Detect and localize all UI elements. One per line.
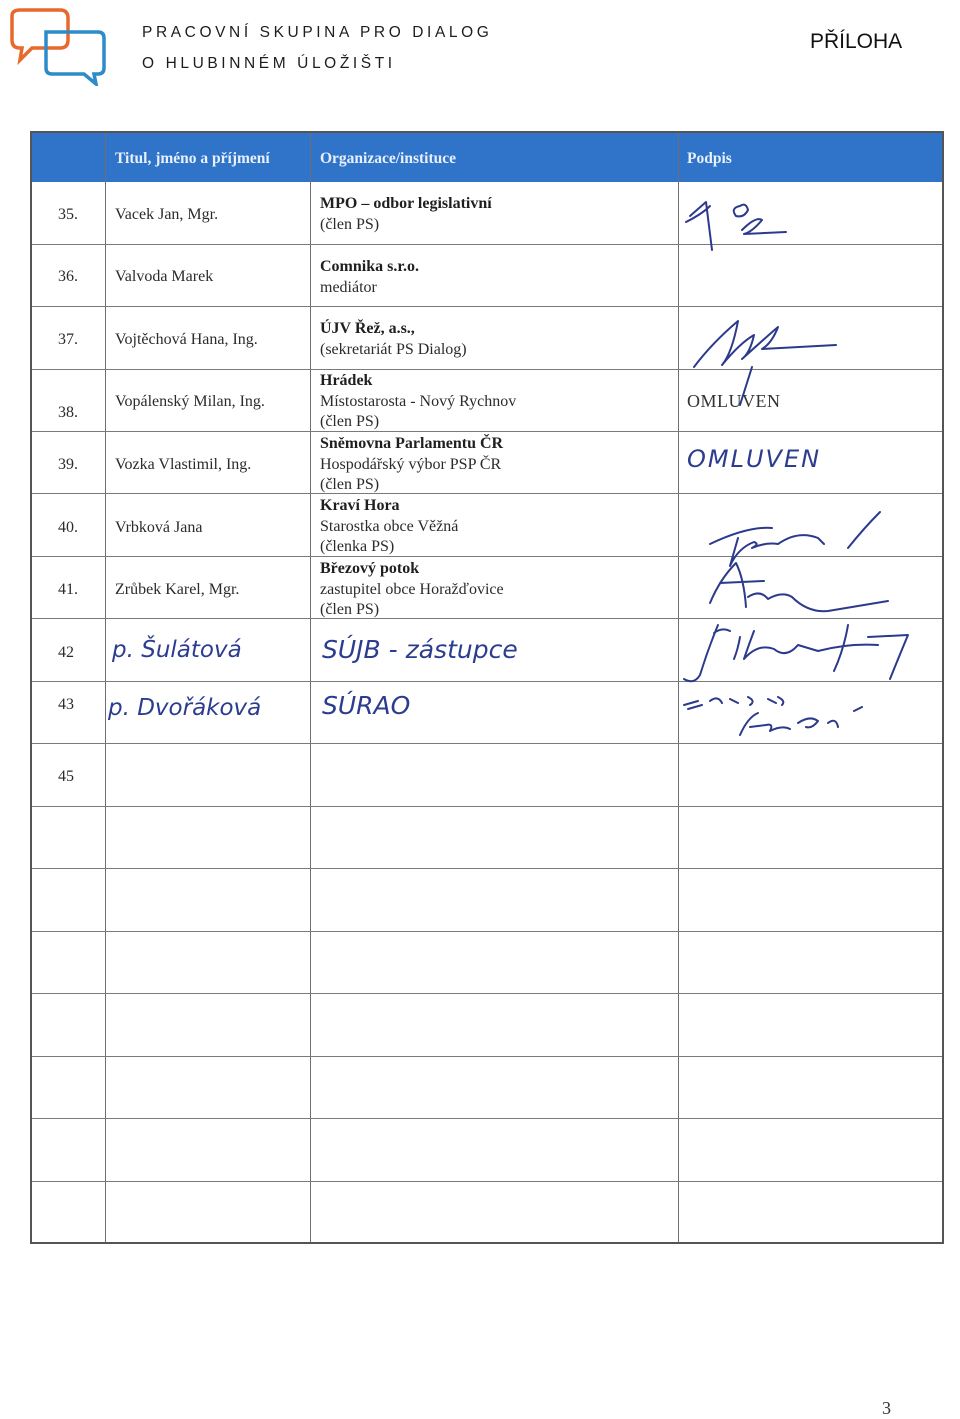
row-divider [32,306,942,307]
signature [682,188,802,258]
signature [678,687,868,747]
organization-detail: (člen PS) [320,601,380,618]
row-number: 36. [58,268,78,285]
organization-detail: (člen PS) [320,413,380,430]
signature [678,619,938,689]
annex-label: PŘÍLOHA [810,30,903,53]
participant-organization [320,371,516,433]
table-header [32,133,942,182]
participant-name: Zrůbek Karel, Mgr. [115,581,240,598]
participant-organization [320,559,504,621]
row-number: 41. [58,581,78,598]
column-header-organization: Organizace/instituce [320,150,457,167]
organization-title: Kraví Hora [320,497,400,514]
organization-title: MPO – odbor legislativní [320,195,492,212]
participant-name: Vozka Vlastimil, Ing. [115,456,252,473]
participant-organization [320,319,467,360]
speech-bubbles-logo-icon [6,6,110,86]
org-name-line2: O HLUBINNÉM ÚLOŽIŠTI [142,55,396,72]
organization-detail: mediátor [320,278,377,296]
organization-detail: (člen PS) [320,215,380,233]
column-header-name: Titul, jméno a příjmení [115,150,270,167]
column-header-signature: Podpis [687,150,732,167]
row-divider [32,868,942,869]
organization-title: Hrádek [320,372,373,389]
column-divider [105,133,106,1242]
participant-name-handwritten: p. Šulátová [112,637,242,663]
row-divider [32,1181,942,1182]
participant-organization [320,496,458,558]
participant-name: Valvoda Marek [115,268,214,285]
participant-organization-handwritten: SÚRAO [322,691,411,720]
participant-name: Vacek Jan, Mgr. [115,206,219,223]
participant-organization [320,194,492,235]
organization-detail: (člen PS) [320,476,380,493]
participant-name: Vrbková Jana [115,519,203,536]
row-number: 35. [58,206,78,223]
organization-detail: Hospodářský výbor PSP ČR [320,455,502,473]
organization-title: Sněmovna Parlamentu ČR [320,435,504,452]
column-divider [310,133,311,1242]
organization-title: Comnika s.r.o. [320,258,419,275]
organization-detail: zastupitel obce Horažďovice [320,580,504,598]
organization-detail: (členka PS) [320,538,395,555]
row-divider [32,993,942,994]
organization-detail: (sekretariát PS Dialog) [320,340,467,358]
row-number: 42 [58,644,74,661]
participant-name: Vopálenský Milan, Ing. [115,393,265,410]
organization-detail: Místostarosta - Nový Rychnov [320,392,517,410]
row-number: 40. [58,519,78,536]
participant-organization [320,434,503,496]
organization-detail: Starostka obce Věžná [320,517,459,535]
row-divider [32,244,942,245]
participant-name-handwritten: p. Dvořáková [108,695,262,721]
signature [692,313,842,403]
row-number: 37. [58,331,78,348]
organization-title: Březový potok [320,560,420,577]
row-number: 38. [58,404,78,421]
participant-organization [320,257,419,298]
row-number: 45 [58,768,74,785]
row-number: 43 [58,696,74,713]
row-divider [32,1118,942,1119]
row-divider [32,931,942,932]
row-number: 39. [58,456,78,473]
page-number: 3 [882,1398,891,1418]
row-divider [32,1056,942,1057]
org-name-line1: PRACOVNÍ SKUPINA PRO DIALOG [142,24,493,41]
participant-name: Vojtěchová Hana, Ing. [115,331,258,348]
participant-organization-handwritten: SÚJB - zástupce [322,635,518,664]
organization-title: ÚJV Řež, a.s., [320,320,415,337]
row-divider [32,806,942,807]
attendance-table [30,131,944,1244]
excused-handwritten-note: OMLUVEN [687,445,822,473]
excused-stamp: OMLUVEN [687,391,781,411]
signature [708,559,898,619]
